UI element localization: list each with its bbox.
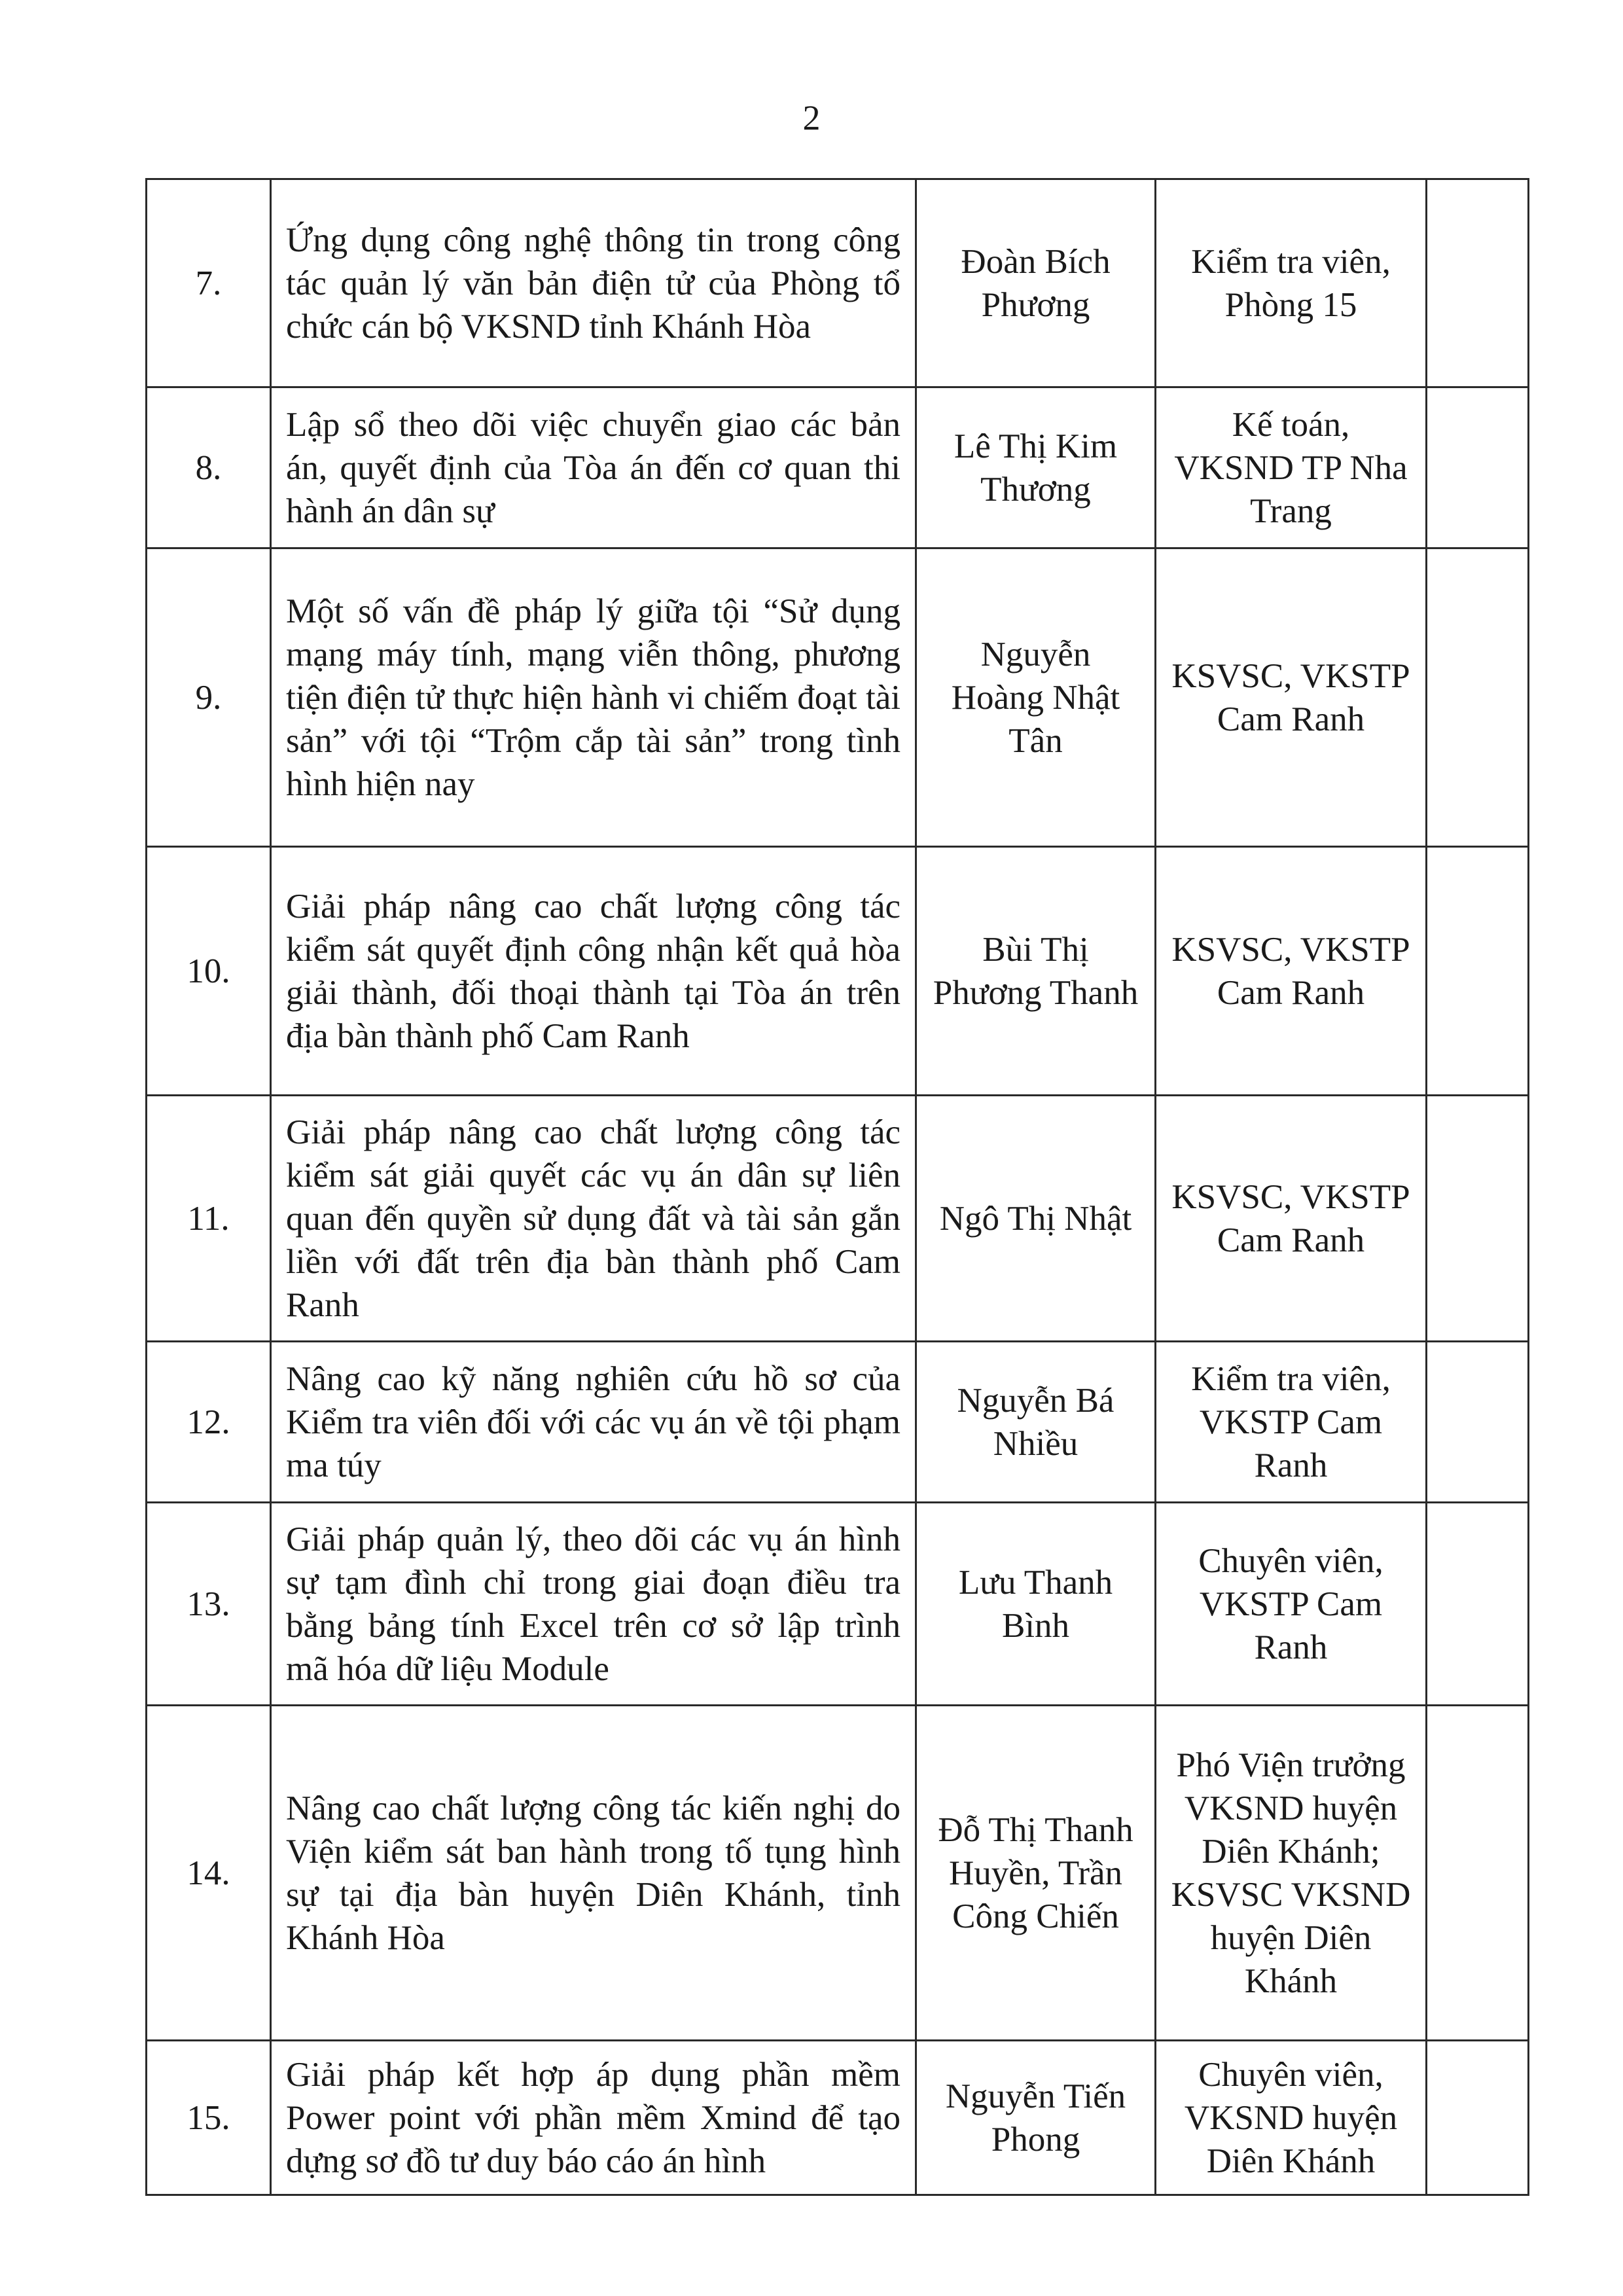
table-row [147,1706,1529,2041]
unit-cell: KSVSC, VKSTP Cam Ranh [1156,548,1427,847]
author-cell: Bùi Thị Phương Thanh [916,847,1156,1096]
initiative-title-cell: Giải pháp nâng cao chất lượng công tác kiểm sát quyết định công nhận kết quả hòa giải thành, đối thoại thành tại Tòa án trên địa bàn thành phố Cam Ranh [271,847,916,1096]
row-number-cell: 12. [147,1342,271,1503]
note-cell [1427,548,1529,847]
author-cell: Nguyễn Bá Nhiều [916,1342,1156,1503]
note-cell [1427,1503,1529,1706]
row-number-cell: 10. [147,847,271,1096]
initiative-title-cell: Giải pháp quản lý, theo dõi các vụ án hình sự tạm đình chỉ trong giai đoạn điều tra bằng bảng tính Excel trên cơ sở lập trình mã hóa dữ liệu Module [271,1503,916,1706]
unit-cell: Kiểm tra viên, Phòng 15 [1156,179,1427,387]
unit-cell: KSVSC, VKSTP Cam Ranh [1156,847,1427,1096]
note-cell [1427,1096,1529,1342]
row-number-cell: 8. [147,387,271,548]
initiatives-table [145,178,1529,2196]
author-cell: Nguyễn Tiến Phong [916,2041,1156,2195]
initiative-title-cell: Nâng cao chất lượng công tác kiến nghị do Viện kiểm sát ban hành trong tố tụng hình sự tại địa bàn huyện Diên Khánh, tỉnh Khánh Hòa [271,1706,916,2041]
note-cell [1427,2041,1529,2195]
note-cell [1427,1706,1529,2041]
author-cell: Nguyễn Hoàng Nhật Tân [916,548,1156,847]
initiative-title-cell: Giải pháp kết hợp áp dụng phần mềm Power point với phần mềm Xmind để tạo dựng sơ đồ tư duy báo cáo án hình [271,2041,916,2195]
table-row [147,179,1529,387]
author-cell: Ngô Thị Nhật [916,1096,1156,1342]
page-number: 2 [802,98,821,137]
unit-cell: Phó Viện trưởng VKSND huyện Diên Khánh; KSVSC VKSND huyện Diên Khánh [1156,1706,1427,2041]
note-cell [1427,179,1529,387]
table-row [147,548,1529,847]
row-number-cell: 11. [147,1096,271,1342]
row-number-cell: 13. [147,1503,271,1706]
author-cell: Lưu Thanh Bình [916,1503,1156,1706]
row-number-cell: 15. [147,2041,271,2195]
unit-cell: KSVSC, VKSTP Cam Ranh [1156,1096,1427,1342]
table-row [147,1342,1529,1503]
row-number-cell: 9. [147,548,271,847]
initiative-title-cell: Nâng cao kỹ năng nghiên cứu hồ sơ của Kiểm tra viên đối với các vụ án về tội phạm ma túy [271,1342,916,1503]
author-cell: Lê Thị Kim Thương [916,387,1156,548]
initiative-title-cell: Lập sổ theo dõi việc chuyển giao các bản án, quyết định của Tòa án đến cơ quan thi hành án dân sự [271,387,916,548]
table-row [147,2041,1529,2195]
unit-cell: Kiểm tra viên, VKSTP Cam Ranh [1156,1342,1427,1503]
initiative-title-cell: Giải pháp nâng cao chất lượng công tác kiểm sát giải quyết các vụ án dân sự liên quan đến quyền sử dụng đất và tài sản gắn liền với đất trên địa bàn thành phố Cam Ranh [271,1096,916,1342]
row-number-cell: 14. [147,1706,271,2041]
initiative-title-cell: Một số vấn đề pháp lý giữa tội “Sử dụng mạng máy tính, mạng viễn thông, phương tiện điện tử thực hiện hành vi chiếm đoạt tài sản” với tội “Trộm cắp tài sản” trong tình hình hiện nay [271,548,916,847]
row-number-cell: 7. [147,179,271,387]
note-cell [1427,847,1529,1096]
table-row [147,1096,1529,1342]
unit-cell: Chuyên viên, VKSTP Cam Ranh [1156,1503,1427,1706]
initiative-title-cell: Ứng dụng công nghệ thông tin trong công tác quản lý văn bản điện tử của Phòng tổ chức cán bộ VKSND tỉnh Khánh Hòa [271,179,916,387]
unit-cell: Kế toán, VKSND TP Nha Trang [1156,387,1427,548]
unit-cell: Chuyên viên, VKSND huyện Diên Khánh [1156,2041,1427,2195]
note-cell [1427,387,1529,548]
table-row [147,1503,1529,1706]
table-row [147,387,1529,548]
author-cell: Đoàn Bích Phương [916,179,1156,387]
table-row [147,847,1529,1096]
author-cell: Đỗ Thị Thanh Huyền, Trần Công Chiến [916,1706,1156,2041]
note-cell [1427,1342,1529,1503]
